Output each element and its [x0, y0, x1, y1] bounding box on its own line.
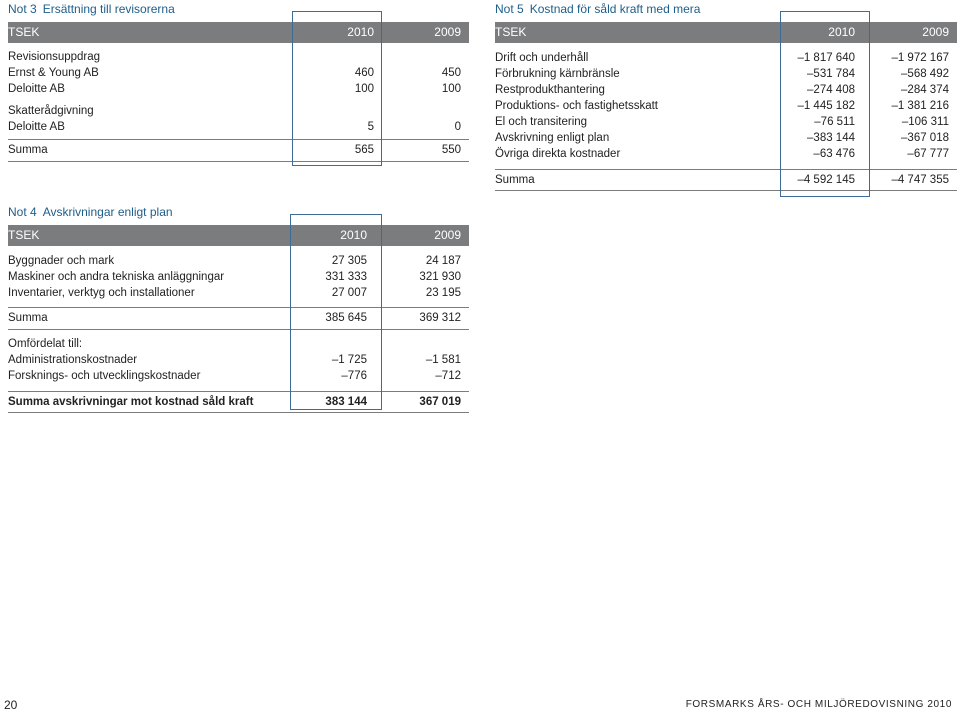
header-year-2009: 2009: [922, 25, 949, 39]
note-4-rows: [8, 253, 469, 413]
note-5-rows: [495, 50, 957, 191]
note-3-table-header: [8, 22, 469, 43]
table-bottom-rule: [495, 190, 957, 191]
table-row: Revisionsuppdrag: [8, 51, 101, 63]
sum-row: Summa avskrivningar mot kostnad såld kraft 383 144 367 019: [8, 391, 469, 410]
header-year-2010: 2010: [828, 25, 855, 39]
table-bottom-rule: [8, 412, 469, 413]
header-year-2010: 2010: [340, 228, 367, 242]
header-label: TSEK: [8, 25, 40, 39]
table-row: Administrationskostnader –1 725 –1 581: [8, 354, 461, 366]
table-row: Förbrukning kärnbränsle –531 784 –568 492: [495, 68, 949, 80]
table-bottom-rule: [8, 161, 469, 162]
table-row: Omfördelat till:: [8, 338, 83, 350]
header-label: TSEK: [8, 228, 40, 242]
header-label: TSEK: [495, 25, 527, 39]
note-4-title: Not 4 Avskrivningar enligt plan: [8, 205, 173, 219]
table-row: Deloitte AB 100 100: [8, 83, 461, 95]
header-year-2009: 2009: [434, 25, 461, 39]
table-rule: [8, 329, 469, 330]
table-row: Övriga direkta kostnader –63 476 –67 777: [495, 148, 949, 160]
table-row: Byggnader och mark 27 305 24 187: [8, 255, 461, 267]
note-5-title: Not 5 Kostnad för såld kraft med mera: [495, 2, 701, 16]
note-4-table-header: [8, 225, 469, 246]
note-5-table-header: [495, 22, 957, 43]
table-row: Produktions- och fastighetsskatt –1 445 182 –1 381 216: [495, 100, 949, 112]
sum-row: Summa 565 550: [8, 139, 469, 158]
note-3-rows: [8, 49, 469, 162]
table-row: El och transitering –76 511 –106 311: [495, 116, 949, 128]
sum-row: Summa 385 645 369 312: [8, 307, 469, 326]
table-row: Maskiner och andra tekniska anläggningar 331 333 321 930: [8, 271, 461, 283]
report-title: FORSMARKS ÅRS- OCH MILJÖREDOVISNING 2010: [685, 699, 952, 710]
table-row: Drift och underhåll –1 817 640 –1 972 167: [495, 52, 949, 64]
table-row: Inventarier, verktyg och installationer 27 007 23 195: [8, 287, 461, 299]
table-row: Restprodukthantering –274 408 –284 374: [495, 84, 949, 96]
table-row: Skatterådgivning: [8, 105, 94, 117]
note-3: [8, 0, 469, 162]
header-year-2010: 2010: [347, 25, 374, 39]
table-row: Avskrivning enligt plan –383 144 –367 018: [495, 132, 949, 144]
note-4: [8, 203, 469, 413]
note-5: [495, 0, 957, 191]
note-3-title: Not 3 Ersättning till revisorerna: [8, 2, 175, 16]
table-row: Deloitte AB 5 0: [8, 121, 461, 133]
page-number: 20: [4, 698, 18, 712]
table-row: Forsknings- och utvecklingskostnader –776 –712: [8, 370, 461, 382]
table-row: Ernst & Young AB 460 450: [8, 67, 461, 79]
header-year-2009: 2009: [434, 228, 461, 242]
sum-row: Summa –4 592 145 –4 747 355: [495, 169, 957, 188]
